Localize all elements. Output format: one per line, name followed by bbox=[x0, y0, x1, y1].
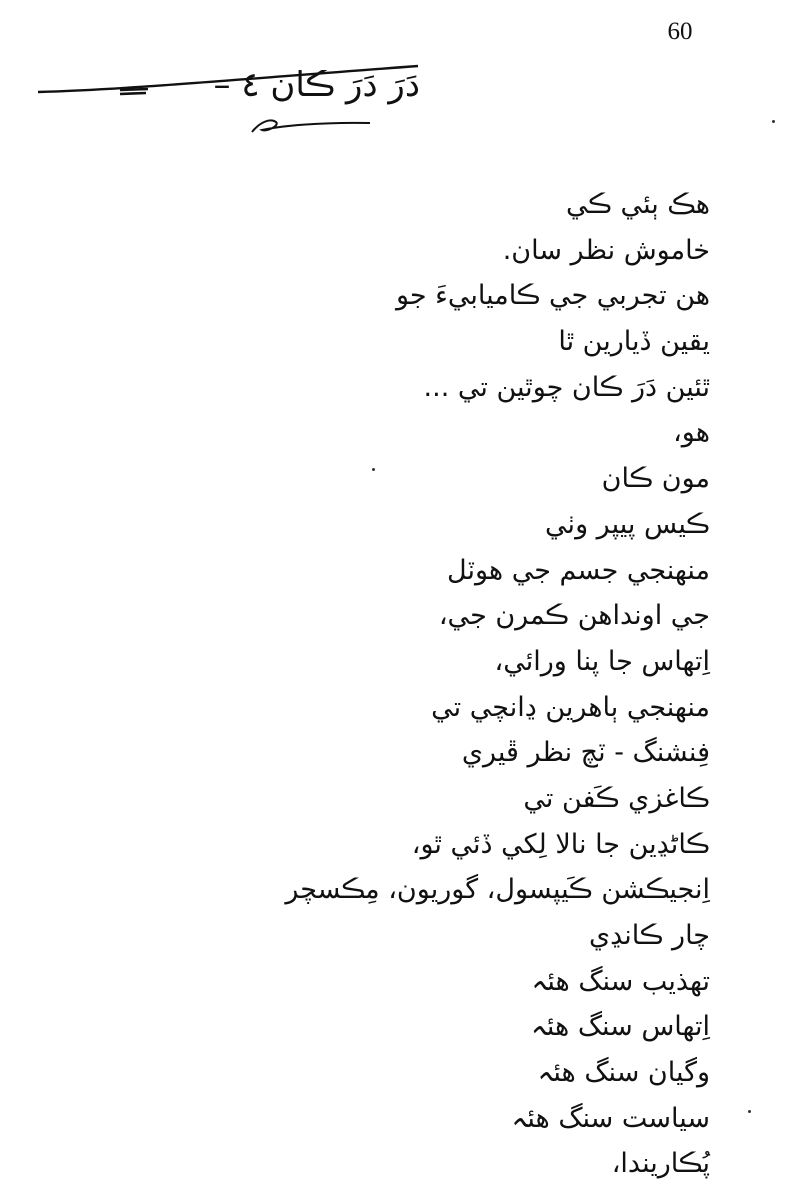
heading-block bbox=[30, 60, 420, 150]
poem-line: منهنجي جسم جي هوٽل bbox=[447, 554, 710, 586]
poem-line: ٿئين دَرَ ڪان چوٿين تي ... bbox=[423, 371, 710, 403]
handwritten-squiggle bbox=[252, 120, 370, 132]
poem-line: خاموش نظر سان. bbox=[502, 234, 710, 266]
heading-number: ٤ – bbox=[213, 65, 260, 105]
poem-line: وگيان سنگ هئہ bbox=[537, 1057, 710, 1089]
poem-line: ڪيس پيپر وٺي bbox=[545, 508, 710, 540]
poem-line: جي اونداهن ڪمرن جي، bbox=[438, 600, 710, 632]
poem-lines bbox=[30, 182, 710, 1187]
poem-line: سياست سنگ هئہ bbox=[511, 1102, 710, 1134]
poem-line: ڪاغزي ڪَفن تي bbox=[523, 782, 710, 814]
poem-line: هن تجربي جي ڪاميابيءَ جو bbox=[395, 280, 710, 312]
page-number: 60 bbox=[667, 18, 693, 45]
dash-mark bbox=[120, 89, 148, 94]
poem-line: مون ڪان bbox=[601, 463, 710, 495]
poem-line: منهنجي ٻاهرين ڍانچي تي bbox=[431, 691, 710, 723]
poem-line: تهذيب سنگ هئہ bbox=[531, 965, 710, 997]
poem-line: اِتهاس جا پنا ورائي، bbox=[494, 645, 710, 677]
poem-line: ڪاڻڍين جا نالا لِکي ڏئي ٿو، bbox=[411, 828, 710, 860]
poem-line: هڪ ٻئي ڪي bbox=[566, 189, 710, 220]
poem-line: اِنجيڪشن ڪَيپسول، گوريون، مِڪسچر bbox=[285, 874, 710, 906]
poem-line: پُڪاريندا، bbox=[611, 1148, 710, 1180]
poem-line: هو، bbox=[673, 417, 710, 449]
poem-line: چار ڪانڍي bbox=[588, 920, 710, 951]
poem-line: يقين ڏيارين ٿا bbox=[558, 326, 710, 358]
scan-speck bbox=[372, 468, 375, 471]
poem-line: فِنشنگ - ٽچ نظر ڦيري bbox=[461, 737, 710, 769]
scan-speck bbox=[772, 120, 775, 123]
heading-title: دَرَ دَرَ ڪان bbox=[270, 65, 420, 105]
poem-line: اِتهاس سنگ هئہ bbox=[531, 1011, 710, 1043]
scan-speck bbox=[748, 1110, 751, 1113]
heading-text bbox=[214, 60, 420, 110]
